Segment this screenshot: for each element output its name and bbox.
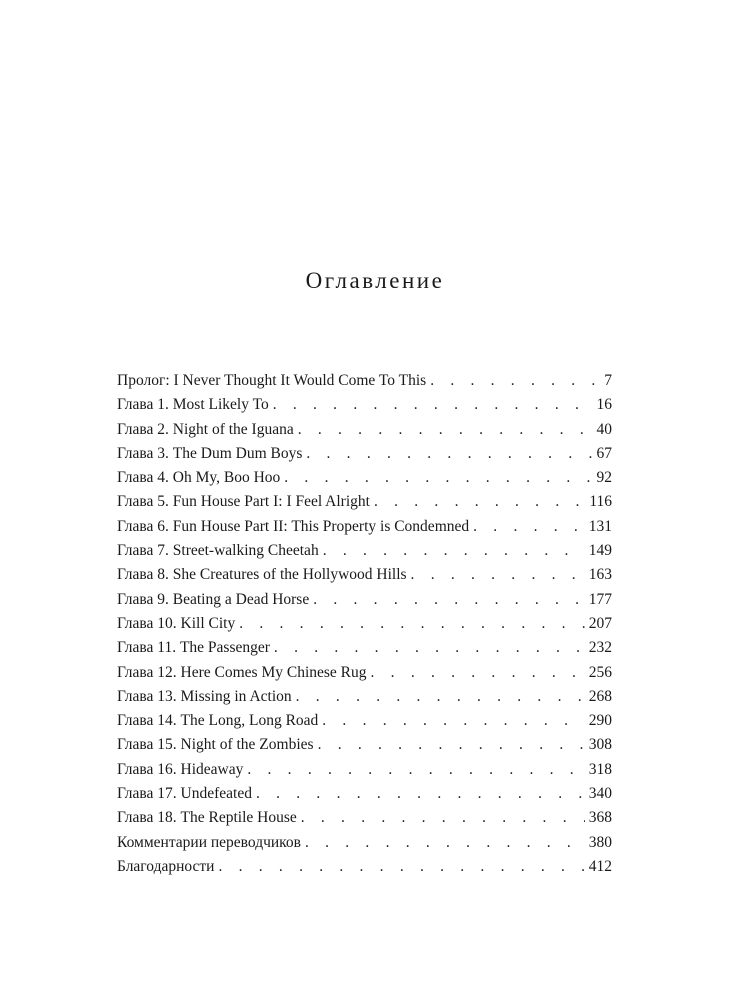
toc-entry-label: Комментарии переводчиков — [117, 833, 301, 851]
toc-entry-page: 177 — [588, 590, 612, 608]
toc-entry-page: 268 — [588, 687, 612, 705]
toc-entry-label: Глава 13. Missing in Action — [117, 687, 292, 705]
toc-entry-page: 412 — [588, 857, 612, 875]
toc-entry-page: 290 — [588, 712, 612, 730]
toc-entry-label: Глава 18. The Reptile House — [117, 809, 297, 827]
toc-entry-page: 92 — [596, 469, 612, 487]
toc-entry-page: 308 — [588, 736, 612, 754]
toc-entry-label: Благодарности — [117, 857, 215, 875]
toc-entry[interactable] — [117, 612, 612, 636]
toc-entry[interactable] — [117, 466, 612, 490]
toc-dot-leader — [218, 855, 584, 879]
toc-entry[interactable] — [117, 806, 612, 830]
toc-entry-label: Глава 2. Night of the Iguana — [117, 420, 294, 438]
toc-entry-page: 380 — [588, 833, 612, 851]
toc-entry-label: Глава 8. She Creatures of the Hollywood Hills — [117, 566, 407, 584]
toc-entry-page: 7 — [604, 372, 612, 389]
toc-entry-page: 116 — [589, 493, 612, 511]
toc-entry-label: Глава 15. Night of the Zombies — [117, 736, 314, 754]
toc-entry[interactable] — [117, 588, 612, 612]
toc-dot-leader — [306, 442, 592, 466]
toc-entry[interactable] — [117, 782, 612, 806]
toc-entry-label: Глава 4. Oh My, Boo Hoo — [117, 469, 281, 487]
toc-dot-leader — [298, 418, 593, 442]
toc-entry[interactable] — [117, 758, 612, 782]
toc-entry[interactable] — [117, 515, 612, 539]
toc-entry[interactable] — [117, 563, 612, 587]
toc-entry-label: Глава 14. The Long, Long Road — [117, 712, 319, 730]
toc-entry[interactable] — [117, 393, 612, 417]
toc-entry-page: 256 — [588, 663, 612, 681]
toc-entry-label: Глава 5. Fun House Part I: I Feel Alright — [117, 493, 370, 511]
toc-dot-leader — [239, 612, 585, 636]
toc-entry[interactable] — [117, 685, 612, 709]
toc-dot-leader — [430, 369, 600, 393]
toc-entry-label: Глава 11. The Passenger — [117, 639, 270, 657]
toc-entry-label: Глава 1. Most Likely To — [117, 396, 269, 414]
toc-entry-label: Глава 9. Beating a Dead Horse — [117, 590, 310, 608]
toc-dot-leader — [296, 685, 585, 709]
toc-dot-leader — [371, 661, 585, 685]
toc-entry-label: Глава 6. Fun House Part II: This Property is Condemned — [117, 517, 470, 535]
toc-dot-leader — [318, 733, 585, 757]
toc-dot-leader — [411, 563, 585, 587]
toc-entry[interactable] — [117, 369, 612, 393]
toc-entry-label: Глава 12. Here Comes My Chinese Rug — [117, 663, 367, 681]
toc-entry-page: 232 — [588, 639, 612, 657]
toc-dot-leader — [301, 806, 585, 830]
toc-entry-page: 163 — [588, 566, 612, 584]
toc-entry[interactable] — [117, 733, 612, 757]
toc-entry[interactable] — [117, 661, 612, 685]
toc-entry-page: 368 — [588, 809, 612, 827]
toc-dot-leader — [284, 466, 592, 490]
toc-dot-leader — [313, 588, 585, 612]
toc-entry[interactable] — [117, 636, 612, 660]
toc-entry-page: 67 — [596, 444, 612, 462]
toc-entry-page: 16 — [596, 396, 612, 414]
toc-entry-page: 318 — [588, 760, 612, 778]
toc-dot-leader — [247, 758, 584, 782]
toc-entry[interactable] — [117, 709, 612, 733]
toc-dot-leader — [305, 831, 585, 855]
toc-entry-label: Глава 7. Street-walking Cheetah — [117, 542, 319, 560]
toc-dot-leader — [322, 709, 584, 733]
toc-entry-label: Глава 3. The Dum Dum Boys — [117, 444, 303, 462]
toc-dot-leader — [374, 490, 585, 514]
toc-entry[interactable] — [117, 418, 612, 442]
toc-entry[interactable] — [117, 855, 612, 879]
toc-entry[interactable] — [117, 442, 612, 466]
toc-entry[interactable] — [117, 490, 612, 514]
toc-entry[interactable] — [117, 831, 612, 855]
toc-dot-leader — [473, 515, 585, 539]
table-of-contents — [117, 369, 612, 879]
toc-dot-leader — [323, 539, 585, 563]
toc-dot-leader — [273, 393, 593, 417]
toc-entry-label: Глава 17. Undefeated — [117, 785, 252, 803]
toc-entry-page: 40 — [596, 420, 612, 438]
toc-entry-page: 131 — [588, 517, 612, 535]
toc-entry-label: Глава 16. Hideaway — [117, 760, 244, 778]
toc-entry[interactable] — [117, 539, 612, 563]
toc-entry-page: 340 — [588, 785, 612, 803]
toc-entry-label: Глава 10. Kill City — [117, 614, 236, 632]
toc-dot-leader — [256, 782, 585, 806]
toc-entry-page: 149 — [588, 542, 612, 560]
toc-entry-page: 207 — [588, 614, 612, 632]
toc-entry-label: Пролог: I Never Thought It Would Come To This — [117, 372, 427, 389]
toc-dot-leader — [274, 636, 585, 660]
page-title: Оглавление — [305, 268, 445, 293]
